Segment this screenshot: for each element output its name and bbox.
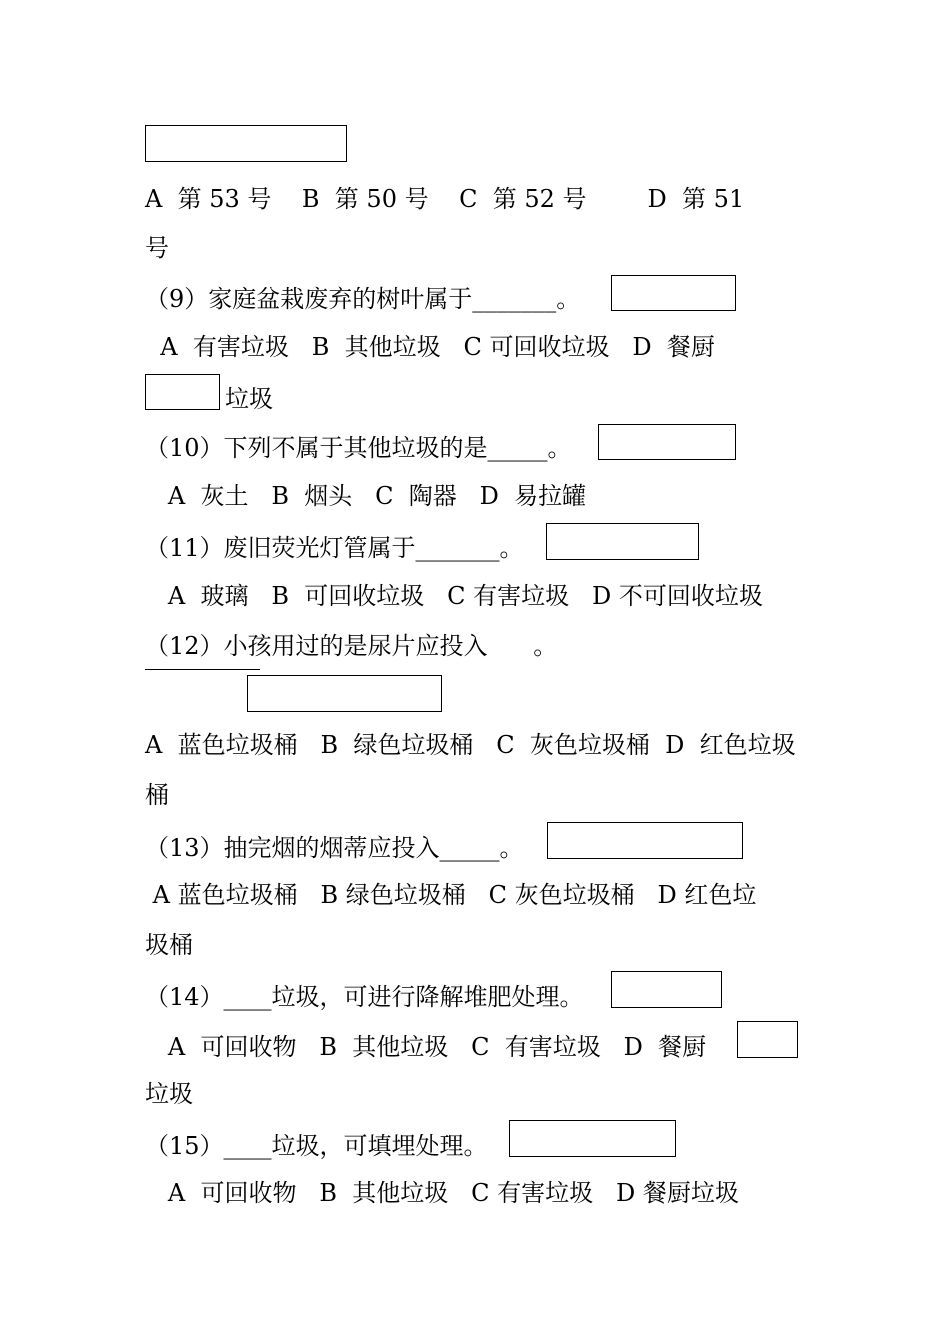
q15-question: （15）____垃圾，可填埋处理。 <box>145 1132 488 1160</box>
q12-options-wrap: 桶 <box>145 781 169 809</box>
q10-question: （10）下列不属于其他垃圾的是_____。 <box>145 434 572 462</box>
q11-question: （11）废旧荧光灯管属于_______。 <box>145 534 524 562</box>
answer-box-q14-secondary[interactable] <box>737 1021 798 1058</box>
q13-options-wrap: 圾桶 <box>145 931 193 959</box>
q15-options: A 可回收物 B 其他垃圾 C 有害垃圾 D 餐厨垃圾 <box>145 1179 739 1207</box>
answer-box-q10[interactable] <box>598 424 736 460</box>
answer-box-q9[interactable] <box>611 275 736 311</box>
answer-box-q15[interactable] <box>509 1120 676 1157</box>
q9-options: A 有害垃圾 B 其他垃圾 C 可回收垃圾 D 餐厨 <box>145 333 715 361</box>
q11-options: A 玻璃 B 可回收垃圾 C 有害垃圾 D 不可回收垃圾 <box>145 582 763 610</box>
q12-options: A 蓝色垃圾桶 B 绿色垃圾桶 C 灰色垃圾桶 D 红色垃圾 <box>145 731 796 759</box>
q14-options: A 可回收物 B 其他垃圾 C 有害垃圾 D 餐厨 <box>145 1033 707 1061</box>
q12-question: （12）小孩用过的是尿片应投入 。 <box>145 632 558 660</box>
q9-question: （9）家庭盆栽废弃的树叶属于_______。 <box>145 285 581 313</box>
q8-options: A 第 53 号 B 第 50 号 C 第 52 号 D 第 51 <box>145 185 745 213</box>
answer-box-q9-secondary[interactable] <box>145 374 220 410</box>
answer-box-q11[interactable] <box>546 523 699 560</box>
answer-box-q14[interactable] <box>611 971 722 1008</box>
q14-options-wrap: 垃圾 <box>145 1080 193 1108</box>
q13-options: A 蓝色垃圾桶 B 绿色垃圾桶 C 灰色垃圾桶 D 红色垃 <box>145 881 757 909</box>
q8-options-wrap: 号 <box>145 234 169 262</box>
answer-box-q8[interactable] <box>145 125 347 162</box>
q10-options: A 灰土 B 烟头 C 陶器 D 易拉罐 <box>145 482 587 510</box>
q14-question: （14）____垃圾，可进行降解堆肥处理。 <box>145 983 584 1011</box>
q12-blank-underline <box>145 669 260 670</box>
q13-question: （13）抽完烟的烟蒂应投入_____。 <box>145 834 524 862</box>
answer-box-q12[interactable] <box>247 675 442 712</box>
q9-options-wrap: 垃圾 <box>225 385 273 413</box>
answer-box-q13[interactable] <box>547 822 743 859</box>
